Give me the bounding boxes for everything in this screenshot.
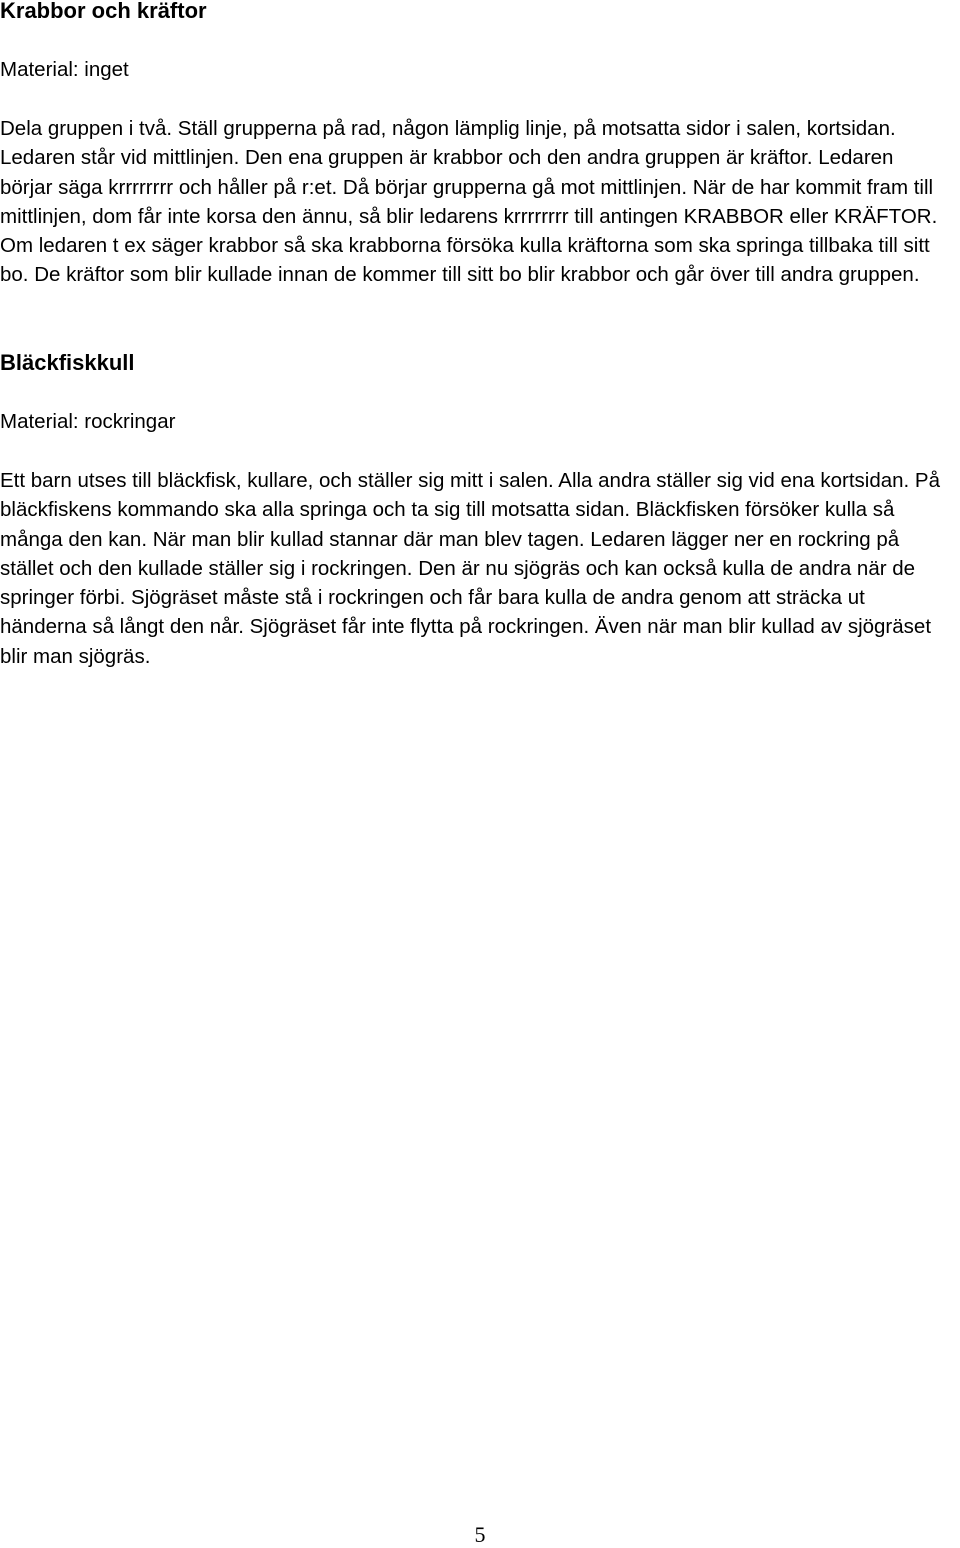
section-title-blackfisk: Bläckfiskkull [0,350,135,375]
section-material-krabbor: Material: inget [0,58,129,81]
section-title-krabbor: Krabbor och kräftor [0,0,207,23]
section-body-krabbor: Dela gruppen i två. Ställ grupperna på rad, någon lämplig linje, på motsatta sidor i salen, kortsidan. Ledaren står vid mittlinjen. Den ena gruppen är krabbor och den andra gruppen är kräftor. Ledaren börjar säga krrrrrrrr och håller på r:et. Då börjar grupperna gå mot mittlinjen. När de har kommit fram till mittlinjen, dom får inte korsa den ännu, så blir ledarens krrrrrrrr till antingen KRABBOR eller KRÄFTOR. Om ledaren t ex säger krabbor så ska krabborna försöka kulla kräftorna som ska springa tillbaka till sitt bo. De kräftor som blir kullade innan de kommer till sitt bo blir krabbor och går över till andra gruppen. [0,117,938,287]
section-body-blackfisk: Ett barn utses till bläckfisk, kullare, och ställer sig mitt i salen. Alla andra ställer sig vid ena kortsidan. På bläckfiskens kommando ska alla springa och ta sig till motsatta sidan. Bläckfisken försöker kulla så många den kan. När man blir kullad stannar där man blev tagen. Ledaren lägger ner en rockring på stället och den kullade ställer sig i rockringen. Den är nu sjögräs och kan också kulla de andra när de springer förbi. Sjögräset måste stå i rockringen och får bara kulla de andra genom att sträcka ut händerna så långt den når. Sjögräset får inte flytta på rockringen. Även när man blir kullad av sjögräset blir man sjögräs. [0,469,941,668]
page-number: 5 [474,1522,486,1547]
section-material-blackfisk: Material: rockringar [0,410,176,433]
